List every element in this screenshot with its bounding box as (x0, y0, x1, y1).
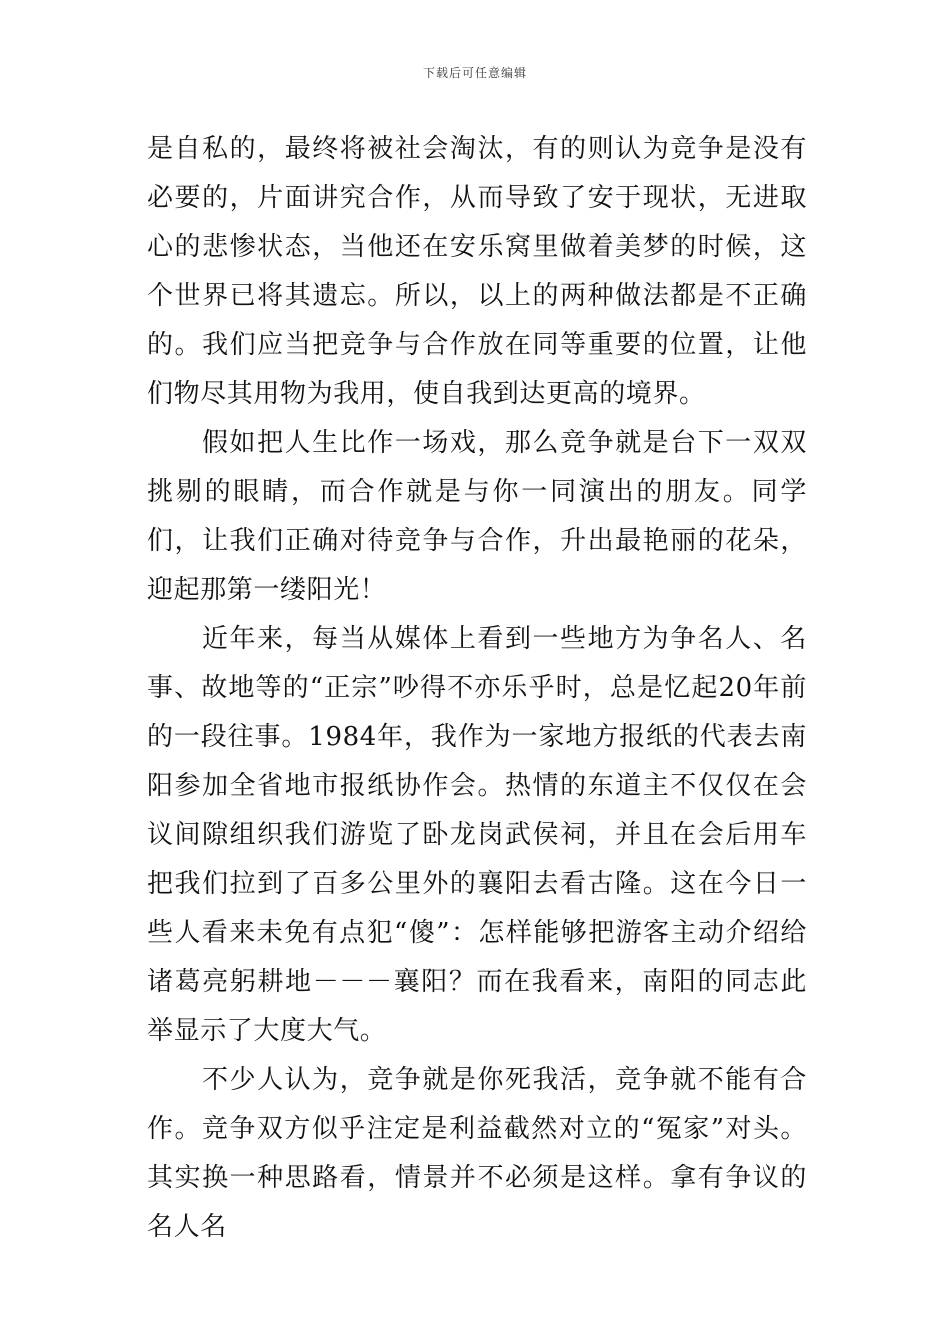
document-body (147, 125, 807, 1252)
paragraph-2: 假如把人生比作一场戏，那么竞争就是台下一双双挑剔的眼睛，而合作就是与你一同演出的朋友。同学们，让我们正确对待竞争与合作，升出最艳丽的花朵，迎起那第一缕阳光！ (147, 428, 807, 605)
page-header: 下载后可任意编辑 (422, 66, 527, 80)
paragraph-1: 是自私的，最终将被社会淘汰，有的则认为竞争是没有必要的，片面讲究合作，从而导致了安于现状，无进取心的悲惨状态，当他还在安乐窝里做着美梦的时候，这个世界已将其遗忘。所以，以上的两种做法都是不正确的。我们应当把竞争与合作放在同等重要的位置，让他们物尽其用物为我用，使自我到达更高的境界。 (147, 134, 807, 409)
paragraph-3: 近年来，每当从媒体上看到一些地方为争名人、名事、故地等的“正宗”吵得不亦乐乎时，总是忆起20年前的一段往事。1984年，我作为一家地方报纸的代表去南阳参加全省地市报纸协作会。热情的东道主不仅仅在会议间隙组织我们游览了卧龙岗武侯祠，并且在会后用车把我们拉到了百多公里外的襄阳去看古隆。这在今日一些人看来未免有点犯“傻”：怎样能够把游客主动介绍给诸葛亮躬耕地－－－襄阳？而在我看来，南阳的同志此举显示了大度大气。 (147, 624, 807, 1046)
paragraph-4: 不少人认为，竞争就是你死我活，竞争就不能有合作。竞争双方似乎注定是利益截然对立的“冤家”对头。其实换一种思路看，情景并不必须是这样。拿有争议的名人名 (147, 1065, 807, 1242)
